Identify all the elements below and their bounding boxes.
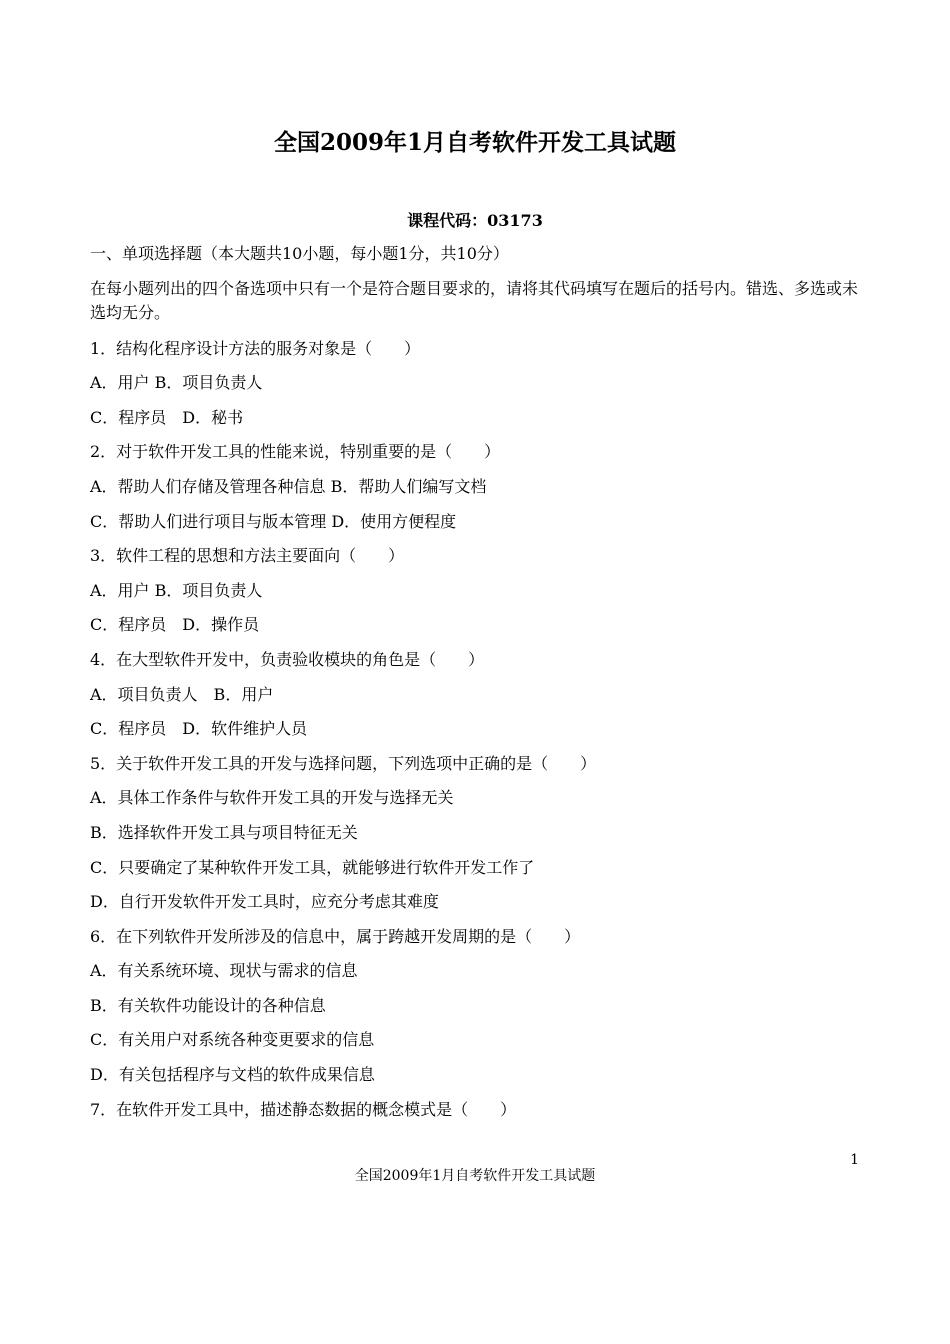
- question-4-options-ab: A．项目负责人 B．用户: [90, 684, 274, 704]
- question-1-options-cd: C．程序员 D．秘书: [90, 407, 244, 427]
- question-5: 5．关于软件开发工具的开发与选择问题，下列选项中正确的是（ ）: [90, 753, 597, 773]
- question-6-option-d: D．有关包括程序与文档的软件成果信息: [90, 1065, 375, 1085]
- question-1: 1．结构化程序设计方法的服务对象是（ ）: [90, 338, 421, 358]
- question-1-options-ab: A．用户 B．项目负责人: [90, 373, 263, 393]
- question-5-option-a: A．具体工作条件与软件开发工具的开发与选择无关: [90, 788, 454, 808]
- question-4-options-cd: C．程序员 D．软件维护人员: [90, 719, 308, 739]
- question-4: 4．在大型软件开发中，负责验收模块的角色是（ ）: [90, 649, 485, 669]
- course-code: 课程代码：03173: [407, 211, 543, 230]
- question-3-options-cd: C．程序员 D．操作员: [90, 615, 260, 635]
- question-5-option-b: B．选择软件开发工具与项目特征无关: [90, 822, 358, 842]
- question-2: 2．对于软件开发工具的性能来说，特别重要的是（ ）: [90, 442, 501, 462]
- document-body: [90, 242, 865, 1132]
- section-heading: 一、单项选择题（本大题共10小题，每小题1分，共10分）: [90, 244, 509, 263]
- question-7: 7．在软件开发工具中，描述静态数据的概念模式是（ ）: [90, 1099, 517, 1119]
- page-title: 全国2009年1月自考软件开发工具试题: [273, 129, 677, 156]
- question-6-option-c: C．有关用户对系统各种变更要求的信息: [90, 1030, 375, 1050]
- question-3: 3．软件工程的思想和方法主要面向（ ）: [90, 546, 405, 566]
- question-2-options-cd: C．帮助人们进行项目与版本管理 D．使用方便程度: [90, 511, 457, 531]
- question-5-option-c: C．只要确定了某种软件开发工具，就能够进行软件开发工作了: [90, 857, 535, 877]
- question-6-option-b: B．有关软件功能设计的各种信息: [90, 995, 326, 1015]
- question-6-option-a: A．有关系统环境、现状与需求的信息: [90, 961, 358, 981]
- question-2-options-ab: A．帮助人们存储及管理各种信息 B．帮助人们编写文档: [90, 476, 487, 496]
- question-6: 6．在下列软件开发所涉及的信息中，属于跨越开发周期的是（ ）: [90, 926, 581, 946]
- question-3-options-ab: A．用户 B．项目负责人: [90, 580, 263, 600]
- question-5-option-d: D．自行开发软件开发工具时，应充分考虑其难度: [90, 892, 439, 912]
- running-footer: 全国2009年1月自考软件开发工具试题: [354, 1168, 596, 1184]
- instructions: 在每小题列出的四个备选项中只有一个是符合题目要求的，请将其代码填写在题后的括号内。错选、多选或未选均无分。: [90, 278, 859, 322]
- page-number: 1: [850, 1152, 859, 1168]
